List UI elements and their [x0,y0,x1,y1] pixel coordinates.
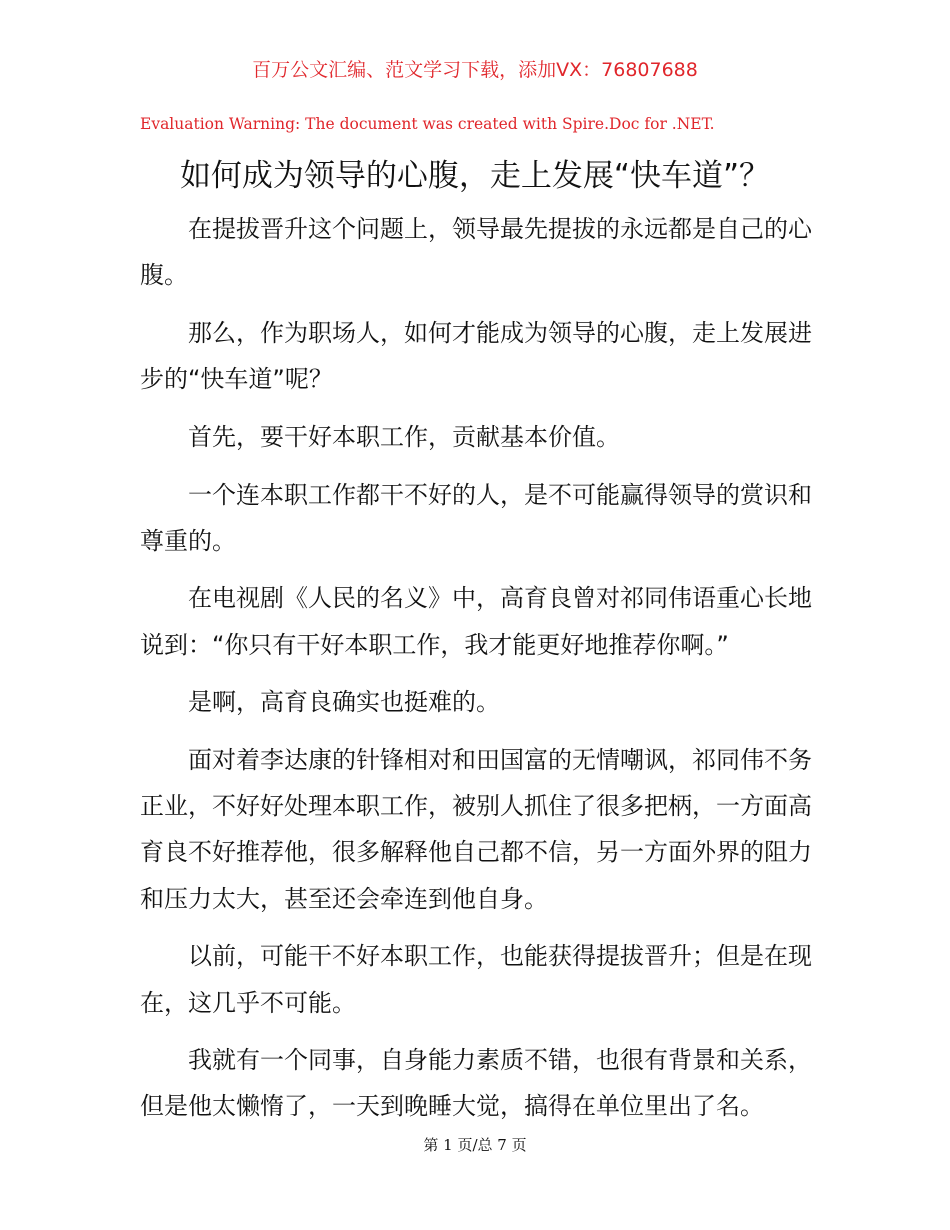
paragraph: 以前，可能干不好本职工作，也能获得提拔晋升；但是在现在，这几乎不可能。 [140,942,812,1017]
document-body [140,206,812,1141]
paragraph: 在电视剧《人民的名义》中，高育良曾对祁同伟语重心长地说到：“你只有干好本职工作，我才能更好地推荐你啊。” [140,584,812,659]
paragraph: 那么，作为职场人，如何才能成为领导的心腹，走上发展进步的“快车道”呢？ [140,318,812,394]
promo-banner: 百万公文汇编、范文学习下载，添加VX：76807688 [252,59,698,81]
paragraph: 我就有一个同事，自身能力素质不错，也很有背景和关系，但是他太懒惰了，一天到晚睡大觉，搞得在单位里出了名。 [140,1046,812,1121]
page-number-indicator: 第 1 页/总 7 页 [423,1136,527,1154]
paragraph: 一个连本职工作都干不好的人，是不可能赢得领导的赏识和尊重的。 [140,480,812,555]
paragraph: 在提拔晋升这个问题上，领导最先提拔的永远都是自己的心腹。 [140,215,812,290]
paragraph: 面对着李达康的针锋相对和田国富的无情嘲讽，祁同伟不务正业，不好好处理本职工作，被别人抓住了很多把柄，一方面高育良不好推荐他，很多解释他自己都不信，另一方面外界的阻力和压力太大，甚至还会牵连到他自身。 [140,746,812,913]
paragraph: 是啊，高育良确实也挺难的。 [188,688,500,717]
evaluation-warning: Evaluation Warning: The document was created with Spire.Doc for .NET. [140,115,715,133]
paragraph: 首先，要干好本职工作，贡献基本价值。 [188,422,620,451]
document-title: 如何成为领导的心腹，走上发展“快车道”？ [179,158,771,194]
